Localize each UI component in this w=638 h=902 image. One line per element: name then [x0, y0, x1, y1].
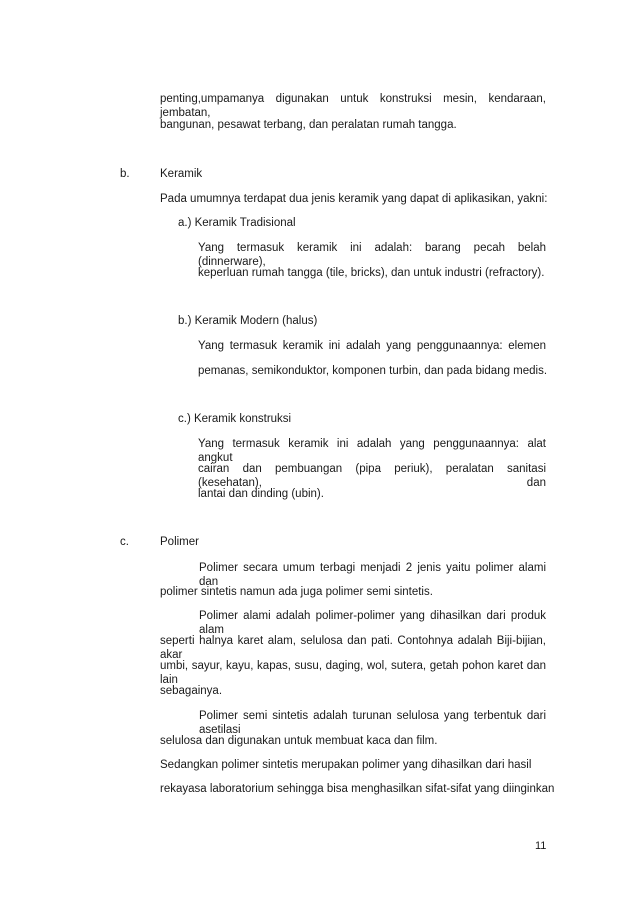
paragraph-line: polimer sintetis namun ada juga polimer semi sintetis.: [160, 586, 433, 598]
paragraph-line: penting,umpamanya digunakan untuk konstruksi mesin, kendaraan, jembatan,: [160, 93, 546, 119]
paragraph-line: Polimer secara umum terbagi menjadi 2 jenis yaitu polimer alami dan: [199, 562, 546, 588]
paragraph-line: Polimer semi sintetis adalah turunan selulosa yang terbentuk dari asetilasi: [199, 710, 546, 736]
paragraph-line: bangunan, pesawat terbang, dan peralatan rumah tangga.: [160, 119, 457, 131]
paragraph-line: Yang termasuk keramik ini adalah yang penggunaannya: alat angkut: [198, 438, 546, 464]
paragraph-line: keperluan rumah tangga (tile, bricks), dan untuk industri (refractory).: [198, 267, 545, 279]
paragraph-line: Yang termasuk keramik ini adalah yang penggunaannya: elemen: [198, 340, 546, 352]
subsection-heading: a.) Keramik Tradisional: [178, 217, 296, 229]
subsection-heading: b.) Keramik Modern (halus): [178, 315, 318, 327]
paragraph-line: Pada umumnya terdapat dua jenis keramik yang dapat di aplikasikan, yakni:: [160, 193, 548, 205]
paragraph-line: lantai dan dinding (ubin).: [198, 488, 324, 500]
section-label: c.: [120, 536, 129, 548]
paragraph-line: selulosa dan digunakan untuk membuat kaca dan film.: [160, 735, 438, 747]
section-heading: Keramik: [160, 168, 203, 180]
subsection-heading: c.) Keramik konstruksi: [178, 413, 292, 425]
paragraph-line: cairan dan pembuangan (pipa periuk), peralatan sanitasi (kesehatan), dan: [198, 463, 546, 489]
section-label: b.: [120, 168, 130, 180]
page-number: 11: [535, 840, 547, 852]
paragraph-line: rekayasa laboratorium sehingga bisa menghasilkan sifat-sifat yang diinginkan: [160, 783, 555, 795]
paragraph-line: Sedangkan polimer sintetis merupakan polimer yang dihasilkan dari hasil: [160, 759, 532, 771]
paragraph-line: umbi, sayur, kayu, kapas, susu, daging, wol, sutera, getah pohon karet dan lain: [160, 660, 546, 686]
paragraph-line: Yang termasuk keramik ini adalah: barang pecah belah (dinnerware),: [198, 242, 546, 268]
paragraph-line: sebagainya.: [160, 685, 223, 697]
paragraph-line: seperti halnya karet alam, selulosa dan pati. Contohnya adalah Biji-bijian, akar: [160, 635, 546, 661]
paragraph-line: Polimer alami adalah polimer-polimer yang dihasilkan dari produk alam: [199, 610, 546, 636]
paragraph-line: pemanas, semikonduktor, komponen turbin, dan pada bidang medis.: [198, 365, 548, 377]
section-heading: Polimer: [160, 536, 199, 548]
